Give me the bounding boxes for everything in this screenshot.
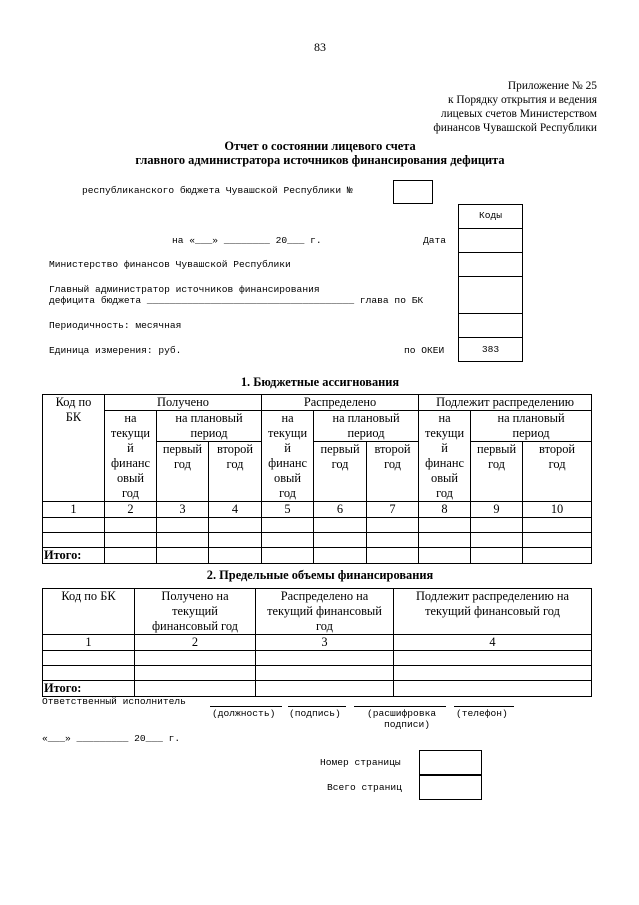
phone-field[interactable] [454,706,514,707]
admin-line-1: Главный администратор источников финансирования [49,284,320,295]
table-row[interactable] [43,533,592,548]
decoding-caption-1: (расшифровка [367,708,437,719]
col-number: 1 [43,502,105,518]
financing-limits-table [42,588,592,697]
report-date-line: на «___» ________ 20___ г. [172,235,322,246]
col-received-header: Получено на текущий финансовый год [135,589,256,635]
table-row[interactable] [43,666,592,681]
section1-title: 1. Бюджетные ассигнования [240,375,400,389]
column-numbers-row [43,502,592,518]
executor-label: Ответственный исполнитель [42,696,186,707]
group-distributed-header: Распределено [262,395,419,411]
budget-allocations-table [42,394,592,564]
appendix-line-3: лицевых счетов Министерством [440,108,597,120]
col-number: 5 [262,502,314,518]
title-line-1: Отчет о состоянии лицевого счета [224,139,416,153]
okei-label: по ОКЕИ [404,345,445,356]
position-field[interactable] [210,706,282,707]
col-number: 10 [523,502,592,518]
col-number: 2 [135,635,256,651]
table-row[interactable] [43,518,592,533]
appendix-line-1: Приложение № 25 [507,80,597,92]
sub-planned-period: на плановый период [314,411,419,442]
signature-field[interactable] [288,706,346,707]
col-to-distribute-header: Подлежит распределению на текущий финансовый год [394,589,592,635]
codes-label: Коды [478,210,503,221]
footer-date-line: «___» _________ 20___ г. [42,733,181,744]
sub-current-year: на текущи й финанс овый год [419,411,471,502]
col-number: 3 [157,502,209,518]
col-number: 8 [419,502,471,518]
sub-first-year: первый год [314,442,367,502]
appendix-note [297,79,597,135]
group-to-distribute-header: Подлежит распределению [419,395,592,411]
col-number: 7 [367,502,419,518]
decoding-field[interactable] [354,706,446,707]
ministry-name: Министерство финансов Чувашской Республики [49,259,291,270]
periodicity: Периодичность: месячная [49,320,182,331]
table-row[interactable] [43,651,592,666]
sub-planned-period: на плановый период [471,411,592,442]
total-row [43,681,592,697]
section2-title: 2. Предельные объемы финансирования [206,568,434,582]
signature-caption: (подпись) [289,708,341,719]
total-pages-field[interactable] [419,775,482,800]
col-number: 4 [209,502,262,518]
total-pages-label: Всего страниц [327,782,402,793]
decoding-caption-2: подписи) [384,719,431,730]
col-number: 9 [471,502,523,518]
sub-second-year: второй год [523,442,592,502]
col-distributed-header: Распределено на текущий финансовый год [256,589,394,635]
date-label: Дата [423,235,447,246]
admin-line-2: дефицита бюджета ____________________________________ глава по БК [49,295,424,306]
budget-label: республиканского бюджета Чувашской Республики № [82,185,353,196]
col-number: 2 [105,502,157,518]
page-number: 83 [314,40,326,54]
appendix-line-4: финансов Чувашской Республики [433,122,597,134]
sub-first-year: первый год [157,442,209,502]
okei-value: 383 [481,344,500,355]
col-number: 4 [394,635,592,651]
col-number: 3 [256,635,394,651]
document-title [60,139,580,167]
phone-caption: (телефон) [456,708,508,719]
col-number: 6 [314,502,367,518]
total-label: Итого: [43,548,105,564]
col-code-header: Код по БК [43,395,105,502]
sub-planned-period: на плановый период [157,411,262,442]
sub-second-year: второй год [209,442,262,502]
sub-current-year: на текущи й финанс овый год [105,411,157,502]
column-numbers-row [43,635,592,651]
total-row [43,548,592,564]
sub-current-year: на текущи й финанс овый год [262,411,314,502]
sub-second-year: второй год [367,442,419,502]
unit-of-measure: Единица измерения: руб. [49,345,182,356]
col-code-header: Код по БК [43,589,135,635]
page-number-field[interactable] [419,750,482,775]
title-line-2: главного администратора источников финансирования дефицита [135,153,505,167]
position-caption: (должность) [212,708,276,719]
page-number-label: Номер страницы [320,757,401,768]
budget-number-field[interactable] [393,180,433,204]
col-number: 1 [43,635,135,651]
appendix-line-2: к Порядку открытия и ведения [448,94,597,106]
sub-first-year: первый год [471,442,523,502]
group-received-header: Получено [105,395,262,411]
total-label: Итого: [43,681,135,697]
